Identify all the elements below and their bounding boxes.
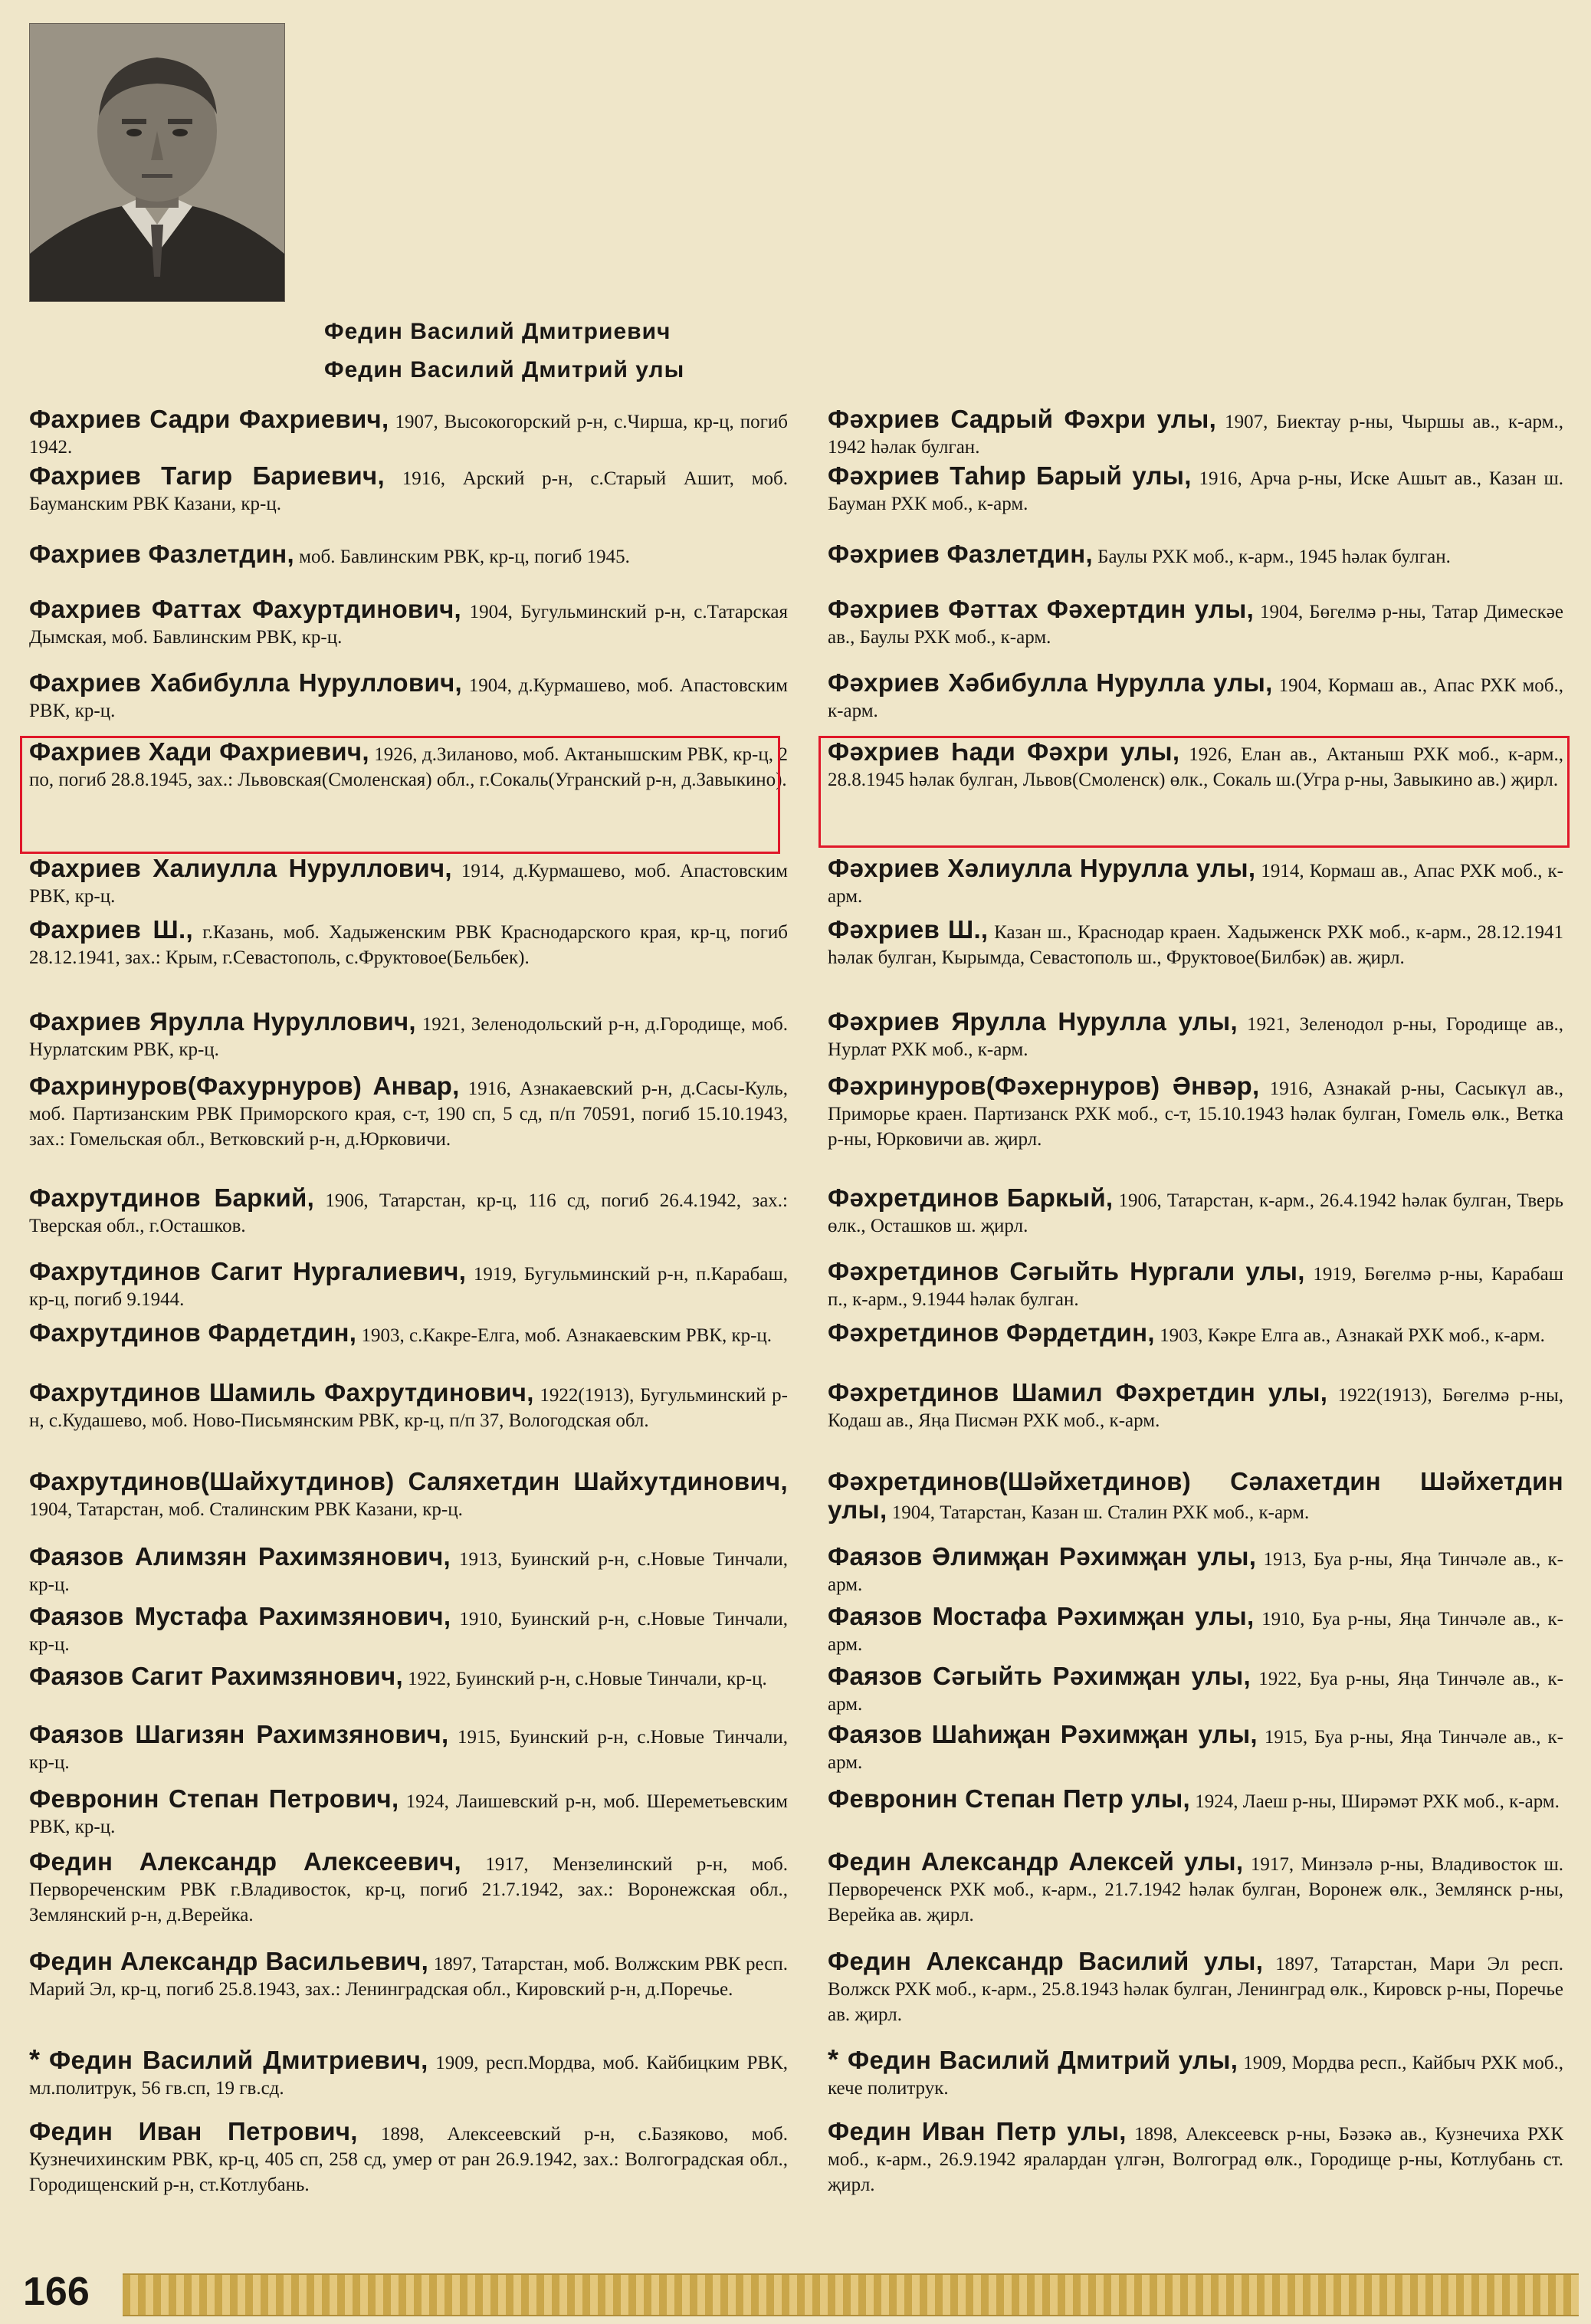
entry-highlighted: Фәхриев Һади Фәхри улы, 1926, Елан ав., Актаныш РХК моб., к-арм., 28.8.1945 һәлак булган, Львов(Смоленск) өлк., Сокаль ш.(Угра р-ны, Завыкино ав.) җирл. xyxy=(828,737,1563,790)
entry: Фахриев Тагир Бариевич, 1916, Арский р-н, с.Старый Ашит, моб. Бауманским РВК Казани, кр-ц. xyxy=(29,461,788,514)
entry: Фаязов Мостафа Рәхимҗан улы, 1910, Буа р-ны, Яңа Тинчәле ав., к-арм. xyxy=(828,1602,1564,1655)
star-icon: * xyxy=(29,2043,41,2075)
entry: Фахриев Ш., г.Казань, моб. Хадыженским РВК Краснодарского края, кр-ц, погиб 28.12.1941, зах.: Крым, г.Севастополь, с.Фруктовое(Бельбек). xyxy=(29,915,788,968)
caption-tatar: Федин Василий Дмитрий улы xyxy=(324,357,685,382)
entry: Фахриев Фазлетдин, моб. Бавлинским РВК, кр-ц, погиб 1945. xyxy=(29,540,630,568)
entry: Фахрутдинов Сагит Нургалиевич, 1919, Бугульминский р-н, п.Карабаш, кр-ц, погиб 9.1944. xyxy=(29,1257,788,1310)
entry: Фәхриев Хәбибулла Нурулла улы, 1904, Кормаш ав., Апас РХК моб., к-арм. xyxy=(828,668,1563,721)
entry: Федин Александр Васильевич, 1897, Татарстан, моб. Волжским РВК респ. Марий Эл, кр-ц, погиб 25.8.1943, зах.: Ленинградская обл., Кировский р-н, д.Поречье. xyxy=(29,1947,788,2000)
entry: Фәхретдинов(Шәйхетдинов) Сәлахетдин Шәйхетдин улы, 1904, Татарстан, Казан ш. Сталин РХК моб., к-арм. xyxy=(828,1467,1563,1524)
entry: Федин Александр Василий улы, 1897, Татарстан, Мари Эл респ. Волжск РХК моб., к-арм., 25.8.1943 һәлак булган, Ленинград өлк., Кировск р-ны, Поречье ав. җирл. xyxy=(828,1947,1564,2025)
entry: Фаязов Мустафа Рахимзянович, 1910, Буинский р-н, с.Новые Тинчали, кр-ц. xyxy=(29,1602,788,1655)
entry: Фәхриев Таһир Барый улы, 1916, Арча р-ны, Иске Ашыт ав., Казан ш. Бауман РХК моб., к-арм. xyxy=(828,461,1564,514)
entry: Фәхриев Ш., Казан ш., Краснодар краен. Хадыженск РХК моб., к-арм., 28.12.1941 һәлак булган, Кырымда, Севастополь ш., Фруктовое(Билбәк) ав. җирл. xyxy=(828,915,1563,968)
entry: Фахриев Фаттах Фахуртдинович, 1904, Бугульминский р-н, с.Татарская Дымская, моб. Бавлинским РВК, кр-ц. xyxy=(29,595,788,648)
entry: * Федин Василий Дмитриевич, 1909, респ.Мордва, моб. Кайбицким РВК, мл.политрук, 56 гв.сп, 19 гв.сд. xyxy=(29,2043,789,2099)
entry: * Федин Василий Дмитрий улы, 1909, Мордва респ., Кайбыч РХК моб., кече политрук. xyxy=(828,2043,1564,2099)
star-icon: * xyxy=(828,2043,839,2075)
entry: Федин Иван Петр улы, 1898, Алексеевск р-ны, Бәзәкә ав., Кузнечиха РХК моб., к-арм., 26.9.1942 яралардан үлгән, Волгоград өлк., Городище р-ны, Котлубань ст. җирл. xyxy=(828,2117,1563,2195)
entry: Фәхриев Хәлиулла Нурулла улы, 1914, Кормаш ав., Апас РХК моб., к-арм. xyxy=(828,854,1563,907)
entry: Фәхринуров(Фәхернуров) Әнвәр, 1916, Азнакай р-ны, Сасыкүл ав., Приморье краен. Партизанск РХК моб., с-т, 15.10.1943 һәлак булган, Гомель өлк., Ветка р-ны, Юрковичи ав. җирл. xyxy=(828,1072,1563,1150)
caption-russian: Федин Василий Дмитриевич xyxy=(324,319,671,344)
entry: Фәхриев Садрый Фәхри улы, 1907, Биектау р-ны, Чыршы ав., к-арм., 1942 һәлак булган. xyxy=(828,405,1563,458)
entry: Фәхретдинов Шамил Фәхретдин улы, 1922(1913), Бөгелмә р-ны, Кодаш ав., Яңа Писмән РХК моб., к-арм. xyxy=(828,1378,1563,1431)
entry: Фахриев Садри Фахриевич, 1907, Высокогорский р-н, с.Чирша, кр-ц, погиб 1942. xyxy=(29,405,788,458)
entry: Федин Александр Алексей улы, 1917, Минзәлә р-ны, Владивосток ш. Первореченск РХК моб., к-арм., 21.7.1942 һәлак булган, Воронеж өлк., Землянск р-ны, Верейка ав. җирл. xyxy=(828,1847,1563,1925)
entry: Фәхретдинов Фәрдетдин, 1903, Кәкре Елга ав., Азнакай РХК моб., к-арм. xyxy=(828,1318,1545,1347)
entry: Февронин Степан Петр улы, 1924, Лаеш р-ны, Ширәмәт РХК моб., к-арм. xyxy=(828,1784,1560,1813)
entry: Фаязов Әлимҗан Рәхимҗан улы, 1913, Буа р-ны, Яңа Тинчәле ав., к-арм. xyxy=(828,1542,1563,1595)
entry: Фахрутдинов Шамиль Фахрутдинович, 1922(1913), Бугульминский р-н, с.Кудашево, моб. Ново-Письмянским РВК, кр-ц, п/п 37, Вологодская обл. xyxy=(29,1378,788,1431)
entry: Фахрутдинов Фардетдин, 1903, с.Какре-Елга, моб. Азнакаевским РВК, кр-ц. xyxy=(29,1318,773,1347)
entry-highlighted: Фахриев Хади Фахриевич, 1926, д.Зиланово, моб. Актанышским РВК, кр-ц, 2 по, погиб 28.8.1945, зах.: Львовская(Смоленская) обл., г.Сокаль(Угранский р-н, д.Завыкино). xyxy=(29,737,788,790)
portrait-photo xyxy=(29,23,285,302)
entry: Фәхриев Ярулла Нурулла улы, 1921, Зеленодол р-ны, Городище ав., Нурлат РХК моб., к-арм. xyxy=(828,1007,1563,1060)
entry: Федин Александр Алексеевич, 1917, Мензелинский р-н, моб. Первореченским РВК г.Владивосток, кр-ц, погиб 21.7.1942, зах.: Воронежская обл., Землянский р-н, д.Верейка. xyxy=(29,1847,788,1925)
portrait-photo-icon xyxy=(30,24,284,301)
entry: Фахрутдинов(Шайхутдинов) Саляхетдин Шайхутдинович, 1904, Татарстан, моб. Сталинским РВК Казани, кр-ц. xyxy=(29,1467,788,1520)
entry: Фаязов Шагизян Рахимзянович, 1915, Буинский р-н, с.Новые Тинчали, кр-ц. xyxy=(29,1720,788,1773)
entry: Фахриев Ярулла Нуруллович, 1921, Зеленодольский р-н, д.Городище, моб. Нурлатским РВК, кр-ц. xyxy=(29,1007,788,1060)
entry: Фәхриев Фазлетдин, Баулы РХК моб., к-арм., 1945 һәлак булган. xyxy=(828,540,1451,568)
entry: Фәхретдинов Сәгыйть Нургали улы, 1919, Бөгелмә р-ны, Карабаш п., к-арм., 9.1944 һәлак булган. xyxy=(828,1257,1563,1310)
entry: Фаязов Алимзян Рахимзянович, 1913, Буинский р-н, с.Новые Тинчали, кр-ц. xyxy=(29,1542,788,1595)
entry: Фаязов Сәгыйть Рәхимҗан улы, 1922, Буа р-ны, Яңа Тинчәле ав., к-арм. xyxy=(828,1662,1563,1715)
entry: Фахринуров(Фахурнуров) Анвар, 1916, Азнакаевский р-н, д.Сасы-Куль, моб. Партизанским РВК Приморского края, с-т, 190 сп, 5 сд, п/п 70591, погиб 15.10.1943, зах.: Гомельская обл., Ветковский р-н, д.Юрковичи. xyxy=(29,1072,788,1150)
entry: Федин Иван Петрович, 1898, Алексеевский р-н, с.Базяково, моб. Кузнечихинским РВК, кр-ц, 405 сп, 258 сд, умер от ран 26.9.1942, зах.: Волгоградская обл., Городищенский р-н, ст.Котлубань. xyxy=(29,2117,788,2195)
photo-caption xyxy=(324,313,684,389)
entry: Февронин Степан Петрович, 1924, Лаишевский р-н, моб. Шереметьевским РВК, кр-ц. xyxy=(29,1784,789,1837)
entry: Фаязов Сагит Рахимзянович, 1922, Буинский р-н, с.Новые Тинчали, кр-ц. xyxy=(29,1662,767,1690)
entry: Фахрутдинов Баркий, 1906, Татарстан, кр-ц, 116 сд, погиб 26.4.1942, зах.: Тверская обл., г.Осташков. xyxy=(29,1183,788,1236)
entry: Фәхриев Фәттах Фәхертдин улы, 1904, Бөгелмә р-ны, Татар Димескәе ав., Баулы РХК моб., к-арм. xyxy=(828,595,1563,648)
decorative-band xyxy=(123,2273,1579,2316)
entry: Фәхретдинов Баркый, 1906, Татарстан, к-арм., 26.4.1942 һәлак булган, Тверь өлк., Осташков ш. җирл. xyxy=(828,1183,1563,1236)
entry: Фахриев Халиулла Нуруллович, 1914, д.Курмашево, моб. Апастовским РВК, кр-ц. xyxy=(29,854,788,907)
entry: Фаязов Шаһиҗан Рәхимҗан улы, 1915, Буа р-ны, Яңа Тинчәле ав., к-арм. xyxy=(828,1720,1563,1773)
page-number: 166 xyxy=(23,2270,90,2314)
entry: Фахриев Хабибулла Нуруллович, 1904, д.Курмашево, моб. Апастовским РВК, кр-ц. xyxy=(29,668,788,721)
